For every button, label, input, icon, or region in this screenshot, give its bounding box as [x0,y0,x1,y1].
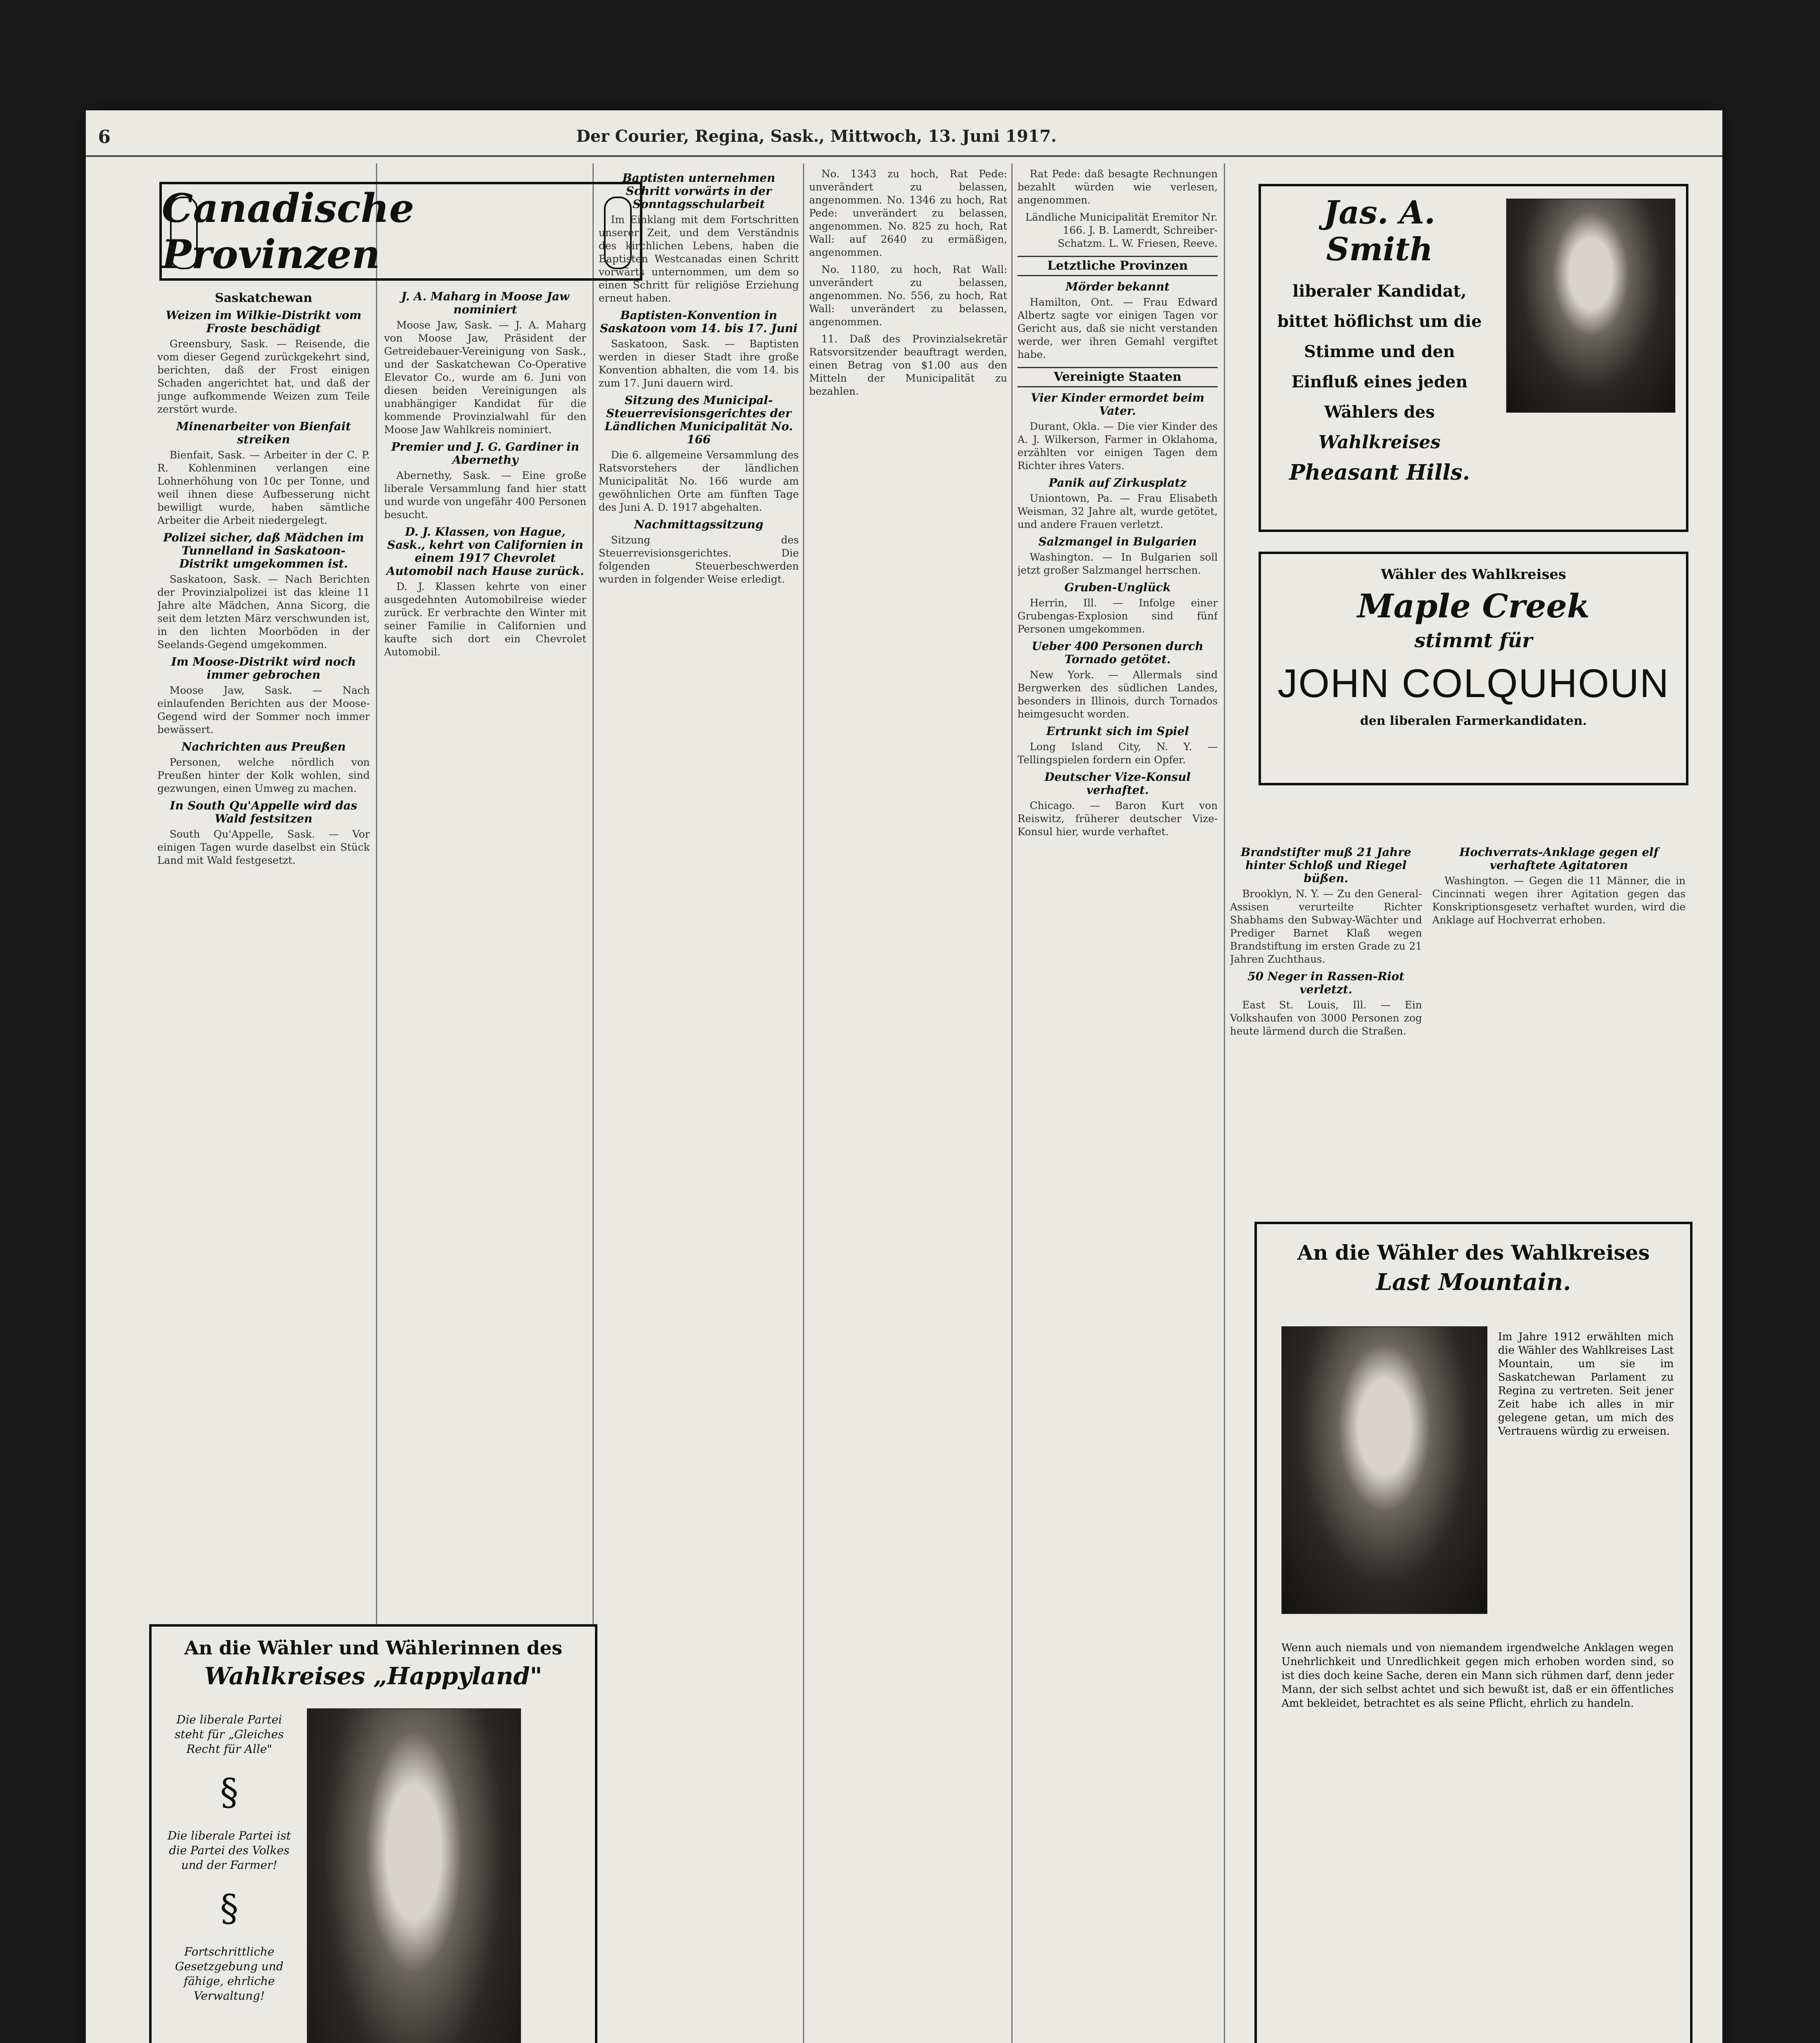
signoff: Ländliche Municipalität Eremitor Nr. 166. J. B. Lamerdt, Schreiber-Schatzm. L. W. Friesen, Reeve. [1025,211,1218,249]
section-title: Letztliche Provinzen [1017,256,1218,276]
article-headline: Panik auf Zirkusplatz [1049,476,1187,490]
article-headline: Polizei sicher, daß Mädchen im Tunnelland in Saskatoon-Distrikt umgekommen ist. [163,531,364,570]
ad-line: Wahlkreises [1318,432,1441,453]
article-text: East St. Louis, Ill. — Ein Volkshaufen von 3000 Personen zog heute lärmend durch die Straßen. [1230,999,1422,1037]
last-mountain-ad [1254,1222,1693,2043]
article-headline: Gruben-Unglück [1064,581,1171,594]
ad-line: stimmt für [1414,629,1533,652]
article-text: Washington. — In Bulgarien soll jetzt großer Salzmangel herrschen. [1017,551,1218,576]
article-text: Abernethy, Sask. — Eine große liberale Versammlung fand hier statt und wurde von ungefähr 400 Personen besucht. [384,469,586,521]
ad-line: liberaler Kandidat, [1292,282,1467,301]
article-headline: 50 Neger in Rassen-Riot verletzt. [1248,970,1404,996]
masthead: Der Courier, Regina, Sask., Mittwoch, 13. Juni 1917. [576,127,1057,146]
article-text: No. 1343 zu hoch, Rat Pede: unverändert zu belassen, angenommen. No. 1346 zu hoch, Rat Pede: unverändert zu belassen, angenommen. No. 825 zu hoch, Rat Wall: auf 2640 zu ermäßigen, angenommen. [809,168,1007,258]
article-headline: Nachmittagssitzung [634,518,764,531]
column-1 [157,286,370,1430]
candidate-portrait [1281,1326,1487,1614]
article-text: Uniontown, Pa. — Frau Elisabeth Weisman, 32 Jahre alt, wurde getötet, und andere Frauen verletzt. [1017,492,1218,530]
article-text: 11. Daß des Provinzialsekretär Ratsvorsitzender beauftragt werden, einen Betrag von $1.00 aus den Mitteln der Municipalität zu bezahlen. [809,333,1007,397]
candidate-portrait [307,1708,521,2043]
candidate-name: JOHN COLQUHOUN [1277,661,1670,706]
article-headline: Minenarbeiter von Bienfait streiken [176,420,351,446]
happyland-ad: An die Wähler und Wählerinnen des Wahlkreises „Happyland" Die liberale Partei steht für „Gleiches Recht für Alle" § Die liberale Partei ist die Partei des Volkes und der Farmer! § Fortschrittliche Gesetzgebung und fähige, ehrliche Verwaltung! [149,1624,597,2043]
ornament-icon [170,197,198,269]
article-headline: Premier und J. G. Gardiner in Abernethy [391,440,579,467]
ad-slogan: Die liberale Partei steht für „Gleiches Recht für Alle" [174,1713,284,1756]
column-4 [809,168,1007,2043]
article-headline: Im Moose-Distrikt wird noch immer gebrochen [171,655,356,682]
ad-intro: Im Jahre 1912 erwählten mich die Wähler des Wahlkreises Last Mountain, um sie im Saskatchewan Parlament zu Regina zu vertreten. Seit jener Zeit habe ich alles in mir gelegene getan, um mich des Vertrauens würdig zu erweisen. [1498,1331,1674,1437]
article-text: Rat Pede: daß besagte Rechnungen bezahlt würden wie verlesen, angenommen. [1017,168,1218,206]
ad-slogan: Die liberale Partei ist die Partei des Volkes und der Farmer! [168,1829,291,1872]
column-rule [1011,163,1013,2043]
ad-title: Wahlkreises „Happyland" [204,1662,543,1690]
article-text: South Qu'Appelle, Sask. — Vor einigen Tagen wurde daselbst ein Stück Land mit Wald festgesetzt. [157,828,370,866]
ad-line: Einfluß eines jeden [1291,372,1468,391]
column-rule [1224,163,1225,2043]
ad-line: Stimme und den [1304,342,1455,361]
article-text: Herrin, Ill. — Infolge einer Grubengas-Explosion sind fünf Personen umgekommen. [1017,597,1218,635]
article-text: Sitzung des Steuerrevisionsgerichtes. Die folgenden Steuerbeschwerden wurden in folgender Weise erledigt. [599,534,799,585]
article-text: D. J. Klassen kehrte von einer ausgedehnten Automobilreise wieder zurück. Er verbrachte den Winter mit seiner Familie in Californien und kaufte sich dort ein Chevrolet Automobil. [384,581,586,658]
ad-body: Wenn auch niemals und von niemandem irgendwelche Anklagen wegen Unehrlichkeit und Unredlichkeit gegen mich erhoben worden sind, so ist dies doch keine Sache, deren ein Mann sich rühmen darf, denn jeder Mann, der sich selbst achtet und sich bewußt ist, daß er ein öffentliches Amt bekleidet, betrachtet es als seine Pflicht, ehrlich zu handeln. [1281,1642,1674,1710]
article-text: Long Island City, N. Y. — Tellingspielen fordern ein Opfer. [1017,741,1218,766]
article-text: Personen, welche nördlich von Preußen hinter der Kolk wohlen, sind gezwungen, einen Umweg zu machen. [157,756,370,794]
article-text: Durant, Okla. — Die vier Kinder des A. J. Wilkerson, Farmer in Oklahoma, erzählten vor einigen Tagen dem Richter ihres Vaters. [1017,420,1218,472]
ad-line: den liberalen Farmerkandidaten. [1360,714,1587,728]
article-text: New York. — Allermals sind Bergwerken des südlichen Landes, besonders in Illinois, durch Tornados heimgesucht worden. [1017,669,1218,720]
candidate-portrait [1506,199,1675,413]
column-7 [1432,842,1686,1250]
article-text: Washington. — Gegen die 11 Männer, die in Cincinnati wegen ihrer Agitation gegen das Konskriptionsgesetz verhaftet wurden, wird die Anklage auf Hochverrat erhoben. [1432,875,1686,926]
article-text: Die 6. allgemeine Versammlung des Ratsvorstehers der ländlichen Municipalität No. 166 wurde am gewöhnlichen Orte am fünften Tage des Juni A. D. 1917 abgehalten. [599,449,799,513]
article-headline: Sitzung des Municipal-Steuerrevisionsgerichtes der Ländlichen Municipalität No. 166 [604,393,793,446]
ad-line: bittet höflichst um die [1277,312,1482,331]
article-text: Brooklyn, N. Y. — Zu den General-Assisen verurteilte Richter Shabhams den Subway-Wächter und Prediger Barnet Klaß wegen Brandstiftung im ersten Grade zu 21 Jahren Zuchthaus. [1230,888,1422,965]
maple-creek-ad [1259,552,1688,785]
article-headline: Mörder bekannt [1065,280,1170,293]
ad-line: Pheasant Hills. [1289,460,1470,485]
article-headline: Hochverrats-Anklage gegen elf verhaftete Agitatoren [1459,845,1659,872]
ad-line: Wählers des [1324,402,1435,422]
article-headline: Deutscher Vize-Konsul verhaftet. [1044,770,1191,797]
article-text: Saskatoon, Sask. — Nach Berichten der Provinzialpolizei ist das kleine 11 Jahre alte Mädchen, Anna Sicorg, die seit dem letzten März verschwunden ist, in den lichten Moorböden in der Seelands-Gegend umgekommen. [157,573,370,650]
column-2 [384,286,586,1430]
column-6 [1230,842,1422,1250]
column-rule [803,163,804,2043]
article-headline: In South Qu'Appelle wird das Wald festsitzen [170,799,358,825]
article-text: No. 1180, zu hoch, Rat Wall: unverändert zu belassen, angenommen. No. 556, zu hoch, Rat Wall: unverändert zu belassen, angenommen. [809,264,1007,328]
candidate-name: Jas. A. Smith [1324,194,1435,268]
newspaper-page [86,110,1722,2043]
article-text: Chicago. — Baron Kurt von Reiswitz, früherer deutscher Vize-Konsul hier, wurde verhaftet. [1017,800,1218,838]
page-number: 6 [98,127,111,148]
article-headline: J. A. Maharg in Moose Jaw nominiert [401,290,570,316]
article-text: Hamilton, Ont. — Frau Edward Albertz sagte vor einigen Tagen vor Gericht aus, daß sie nicht verstanden werde, wer ihren Gemahl vergiftet habe. [1017,296,1218,360]
article-headline: Ueber 400 Personen durch Tornado getötet. [1032,639,1203,666]
column-3 [599,168,799,2043]
ad-line: Maple Creek [1357,587,1590,625]
article-text: Moose Jaw, Sask. — J. A. Maharg von Moose Jaw, Präsident der Getreidebauer-Vereinigung von Sask., und der Saskatchewan Co-Operative Elevator Co., wurde am 6. Juni von diesen beiden Vereinigungen als unabhängiger Kandidat für die kommende Provinzialwahl für den Moose Jaw Wahlkreis nominiert. [384,319,586,436]
article-text: Bienfait, Sask. — Arbeiter in der C. P. R. Kohlenminen verlangen eine Lohnerhöhung von 10c per Tonne, und weil ihnen diese Aufbesserung nicht bewilligt wurde, haben sämtliche Arbeiter die Arbeit niedergelegt. [157,449,370,526]
article-text: Moose Jaw, Sask. — Nach einlaufenden Berichten aus der Moose-Gegend wird der Sommer noch immer bewässert. [157,684,370,735]
section-header [159,182,642,281]
ad-slogan: Fortschrittliche Gesetzgebung und fähige, ehrliche Verwaltung! [175,1945,284,2003]
article-text: Im Einklang mit dem Fortschritten unserer Zeit, und dem Verständnis des kirchlichen Lebens, haben die Baptisten Westcanadas einen Schritt vorwärts unternommen, um dem so einen Schritt für religiöse Erziehung erneut haben. [599,214,799,304]
smith-ad [1259,184,1688,532]
ad-title: An die Wähler und Wählerinnen des [184,1637,563,1659]
article-headline: Baptisten unternehmen Schritt vorwärts in der Sonntagsschularbeit [622,171,776,211]
article-headline: Baptisten-Konvention in Saskatoon vom 14. bis 17. Juni [600,308,798,335]
article-headline: Nachrichten aus Preußen [181,740,346,753]
article-headline: Weizen im Wilkie-Distrikt vom Froste beschädigt [165,308,362,335]
article-text: Saskatoon, Sask. — Baptisten werden in dieser Stadt ihre große Konvention abhalten, die vom 14. bis zum 17. Juni dauern wird. [599,338,799,389]
article-headline: D. J. Klassen, von Hague, Sask., kehrt von Californien in einem 1917 Chevrolet Automobil nach Hause zurück. [386,525,584,578]
ad-title: An die Wähler des Wahlkreises [1297,1241,1650,1265]
ad-title: Last Mountain. [1376,1269,1571,1296]
page-header [86,127,1722,157]
article-text: Greensbury, Sask. — Reisende, die vom dieser Gegend zurückgekehrt sind, berichten, daß der Frost einigen Schaden angerichtet hat, und daß der junge aufkommende Weizen zum Teile zerstört wurde. [157,338,370,415]
ad-line: Wähler des Wahlkreises [1381,566,1566,583]
section-title: Canadische Provinzen [162,185,414,277]
article-headline: Ertrunkt sich im Spiel [1046,724,1189,738]
section-title: Vereinigte Staaten [1017,367,1218,387]
article-headline: Brandstifter muß 21 Jahre hinter Schloß und Riegel büßen. [1241,845,1411,885]
article-headline: Salzmangel in Bulgarien [1038,535,1197,548]
subsection-title: Saskatchewan [215,291,313,305]
column-5 [1017,168,1218,2043]
article-headline: Vier Kinder ermordet beim Vater. [1031,391,1205,418]
